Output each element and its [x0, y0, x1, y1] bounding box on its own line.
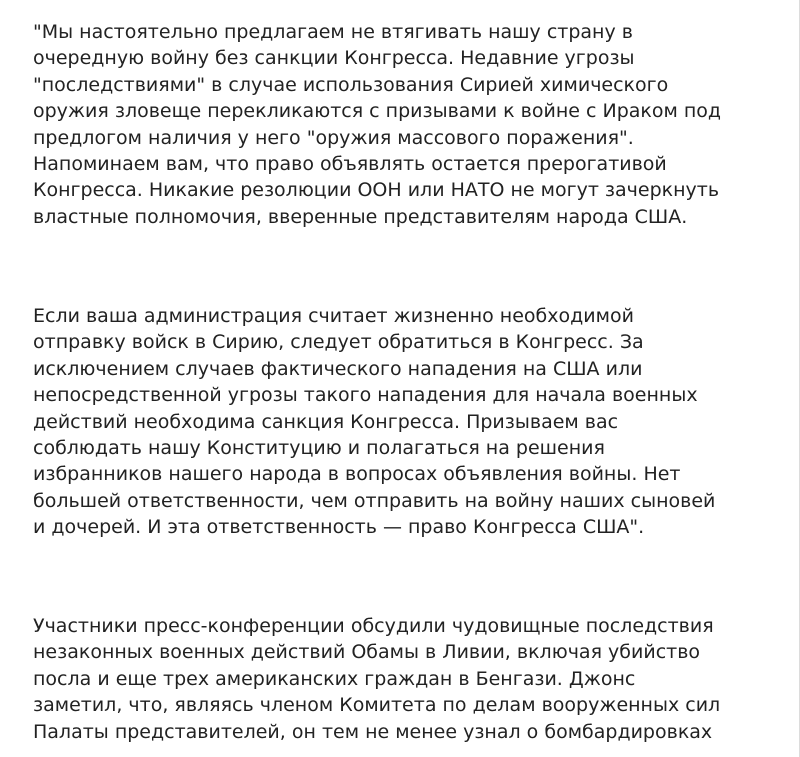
text-line: "Мы настоятельно предлагаем не втягивать нашу страну в — [33, 21, 633, 43]
text-line: и дочерей. И эта ответственность — право Конгресса США". — [33, 516, 645, 539]
text-line: оружия зловеще перекликаются с призывами к войне с Ираком под — [33, 100, 722, 123]
text-line: большей ответственности, чем отправить на войну наших сыновей — [33, 489, 716, 512]
text-line: заметил, что, являясь членом Комитета по делам вооруженных сил — [33, 694, 721, 717]
text-line: незаконных военных действий Обамы в Ливии, включая убийство — [33, 641, 701, 664]
paragraph-press-conference — [33, 613, 720, 745]
text-line: исключением случаев фактического нападения на США или — [33, 357, 643, 380]
text-line: соблюдать нашу Конституцию и полагаться на решения — [33, 437, 605, 460]
text-line: Палаты представителей, он тем не менее узнал о бомбардировках — [33, 720, 713, 743]
text-line: очередную войну без санкции Конгресса. Недавние угрозы — [33, 47, 635, 70]
text-line: предлогом наличия у него "оружия массового поражения". — [33, 126, 634, 149]
text-line: посла и еще трех американских граждан в Бенгази. Джонс — [33, 667, 636, 690]
text-line: Участники пресс-конференции обсудили чудовищные последствия — [33, 615, 714, 637]
text-line: Конгресса. Никакие резолюции ООН или НАТО не могут зачеркнуть — [33, 179, 720, 202]
text-line: непосредственной угрозы такого нападения для начала военных — [33, 384, 698, 407]
text-line: "последствиями" в случае использования Сирией химического — [33, 73, 669, 96]
text-line: властные полномочия, вверенные представителям народа США. — [33, 205, 688, 228]
text-line: Если ваша администрация считает жизненно необходимой — [33, 305, 634, 327]
text-line: отправку войск в Сирию, следует обратиться в Конгресс. За — [33, 331, 644, 354]
text-line: Напоминаем вам, что право объявлять остается прерогативой — [33, 153, 667, 176]
text-line: избранников нашего народа в вопросах объявления войны. Нет — [33, 463, 681, 486]
paragraph-syria-troops — [33, 303, 715, 541]
text-line: действий необходима санкция Конгресса. Призываем вас — [33, 410, 619, 433]
paragraph-congress-appeal — [33, 19, 721, 230]
